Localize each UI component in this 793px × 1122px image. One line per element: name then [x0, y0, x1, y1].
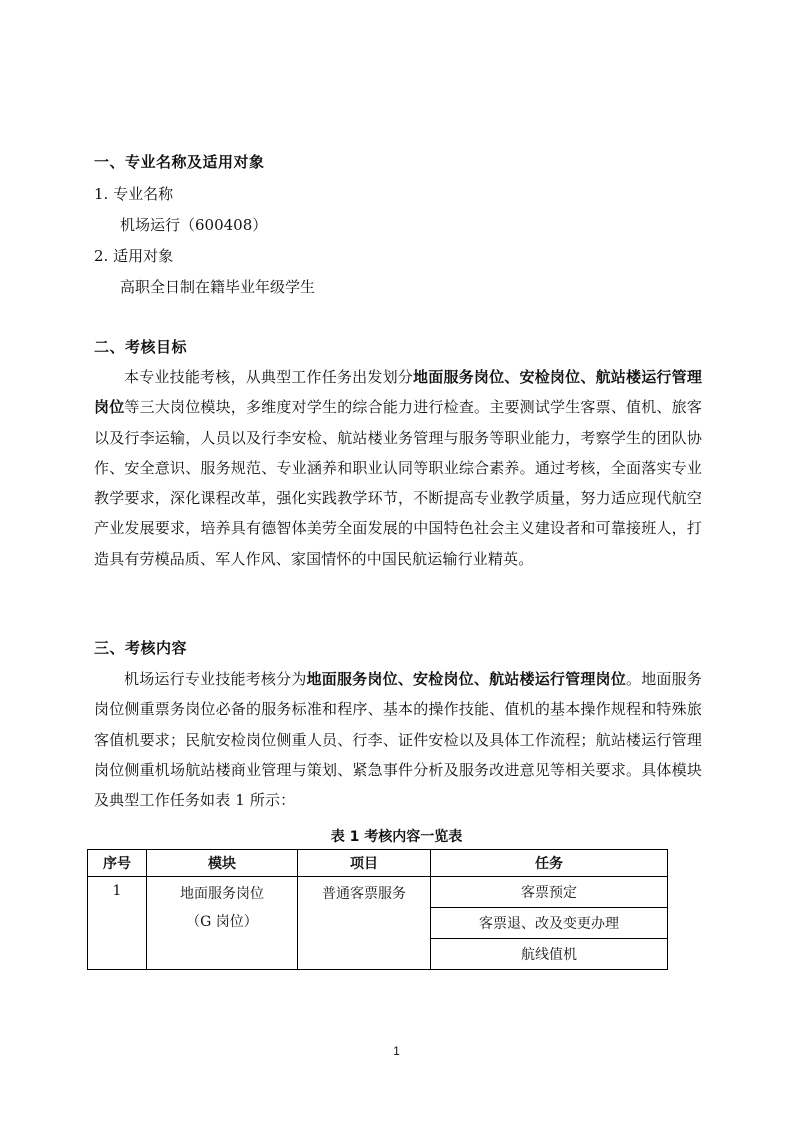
header-module: 模块 — [147, 850, 298, 877]
header-task: 任务 — [431, 850, 668, 877]
task-cell: 客票退、改及变更办理 — [431, 908, 668, 939]
content-text-pre: 机场运行专业技能考核分为 — [124, 670, 307, 688]
table-header-row — [88, 850, 668, 877]
content-text-bold: 地面服务岗位、安检岗位、航站楼运行管理岗位 — [306, 670, 626, 688]
goal-text-bold: 地面服务岗位、安检岗位、航站楼运行管理岗位 — [94, 368, 702, 417]
target-audience-label: 2. 适用对象 — [94, 247, 174, 265]
table-row — [88, 877, 668, 908]
assessment-goal-paragraph — [94, 362, 702, 574]
header-number: 序号 — [88, 850, 147, 877]
row-module-cell — [147, 877, 298, 970]
major-name-label: 1. 专业名称 — [94, 185, 174, 203]
row-project: 普通客票服务 — [298, 877, 431, 970]
assessment-content-table — [87, 849, 668, 970]
content-text-post: 。地面服务岗位侧重票务岗位必备的服务标准和程序、基本的操作技能、值机的基本操作规程和特殊旅客值机要求；民航安检岗位侧重人员、行李、证件安检以及具体工作流程；航站楼运行管理岗位侧重机场航站楼商业管理与策划、紧急事件分析及服务改进意见等相关要求。具体模块及典型工作任务如表 1 所示： — [94, 670, 702, 810]
goal-text-post: 等三大岗位模块，多维度对学生的综合能力进行检查。主要测试学生客票、值机、旅客以及行李运输，人员以及行李安检、航站楼业务管理与服务等职业能力，考察学生的团队协作、安全意识、服务规范、专业涵养和职业认同等职业综合素养。通过考核，全面落实专业教学要求，深化课程改革，强化实践教学环节，不断提高专业教学质量，努力适应现代航空产业发展要求，培养具有德智体美劳全面发展的中国特色社会主义建设者和可靠接班人，打造具有劳模品质、军人作风、家国情怀的中国民航运输行业精英。 — [94, 398, 702, 568]
goal-text-pre: 本专业技能考核，从典型工作任务出发划分 — [124, 368, 414, 386]
section-2-heading: 二、考核目标 — [94, 338, 188, 356]
task-cell: 航线值机 — [431, 939, 668, 970]
page-number: 1 — [393, 1044, 400, 1058]
section-3-heading: 三、考核内容 — [94, 639, 188, 657]
row-module: 地面服务岗位 — [180, 886, 264, 902]
target-audience-value: 高职全日制在籍毕业年级学生 — [120, 278, 316, 296]
task-cell: 客票预定 — [431, 877, 668, 908]
header-project: 项目 — [298, 850, 431, 877]
row-module-sub: （G 岗位） — [186, 914, 258, 930]
row-number: 1 — [88, 877, 147, 970]
major-name-value: 机场运行（600408） — [120, 216, 268, 234]
assessment-content-paragraph — [94, 664, 702, 815]
table-caption: 表 1 考核内容一览表 — [330, 829, 463, 845]
section-1-heading: 一、专业名称及适用对象 — [94, 153, 265, 171]
